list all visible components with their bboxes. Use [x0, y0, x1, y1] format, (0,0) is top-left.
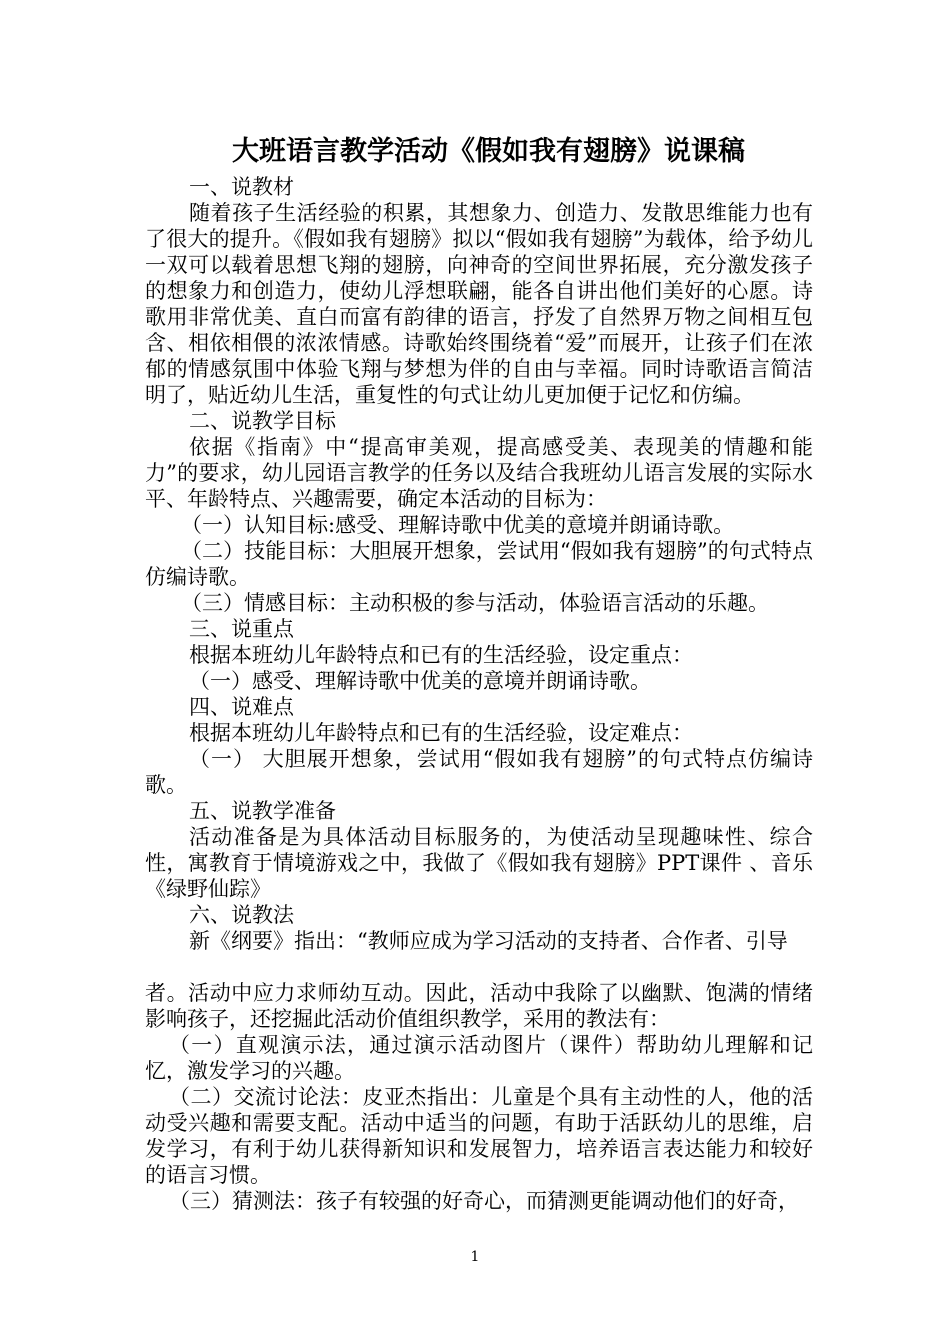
section-heading-preparation: 五、说教学准备	[189, 799, 336, 823]
paragraph-preparation: 活动准备是为具体活动目标服务的，为使活动呈现趣味性、综合性，寓教育于情境游戏之中，我做了《假如我有翅膀》PPT课件 、音乐《绿野仙踪》	[145, 825, 813, 901]
page-number: 1	[470, 1249, 480, 1265]
paragraph-guideline-quote: 新《纲要》指出：“教师应成为学习活动的支持者、合作者、引导	[189, 929, 788, 953]
key-point-item: （一）感受、理解诗歌中优美的意境并朗诵诗歌。	[189, 669, 651, 693]
paragraph-key-points: 根据本班幼儿年龄特点和已有的生活经验，设定重点：	[189, 643, 693, 667]
section-heading-teaching-material: 一、说教材	[189, 175, 294, 199]
paragraph-difficulties: 根据本班幼儿年龄特点和已有的生活经验，设定难点：	[189, 721, 693, 745]
paragraph-guideline-continued: 者。活动中应力求师幼互动。因此，活动中我除了以幽默、饱满的情绪影响孩子，还挖掘此活动价值组织教学，采用的教法有：	[145, 981, 813, 1031]
goal-skill: （二）技能目标：大胆展开想象，尝试用“假如我有翅膀”的句式特点仿编诗歌。	[145, 539, 813, 589]
paragraph-teaching-goals: 依据《指南》中“提高审美观，提高感受美、表现美的情趣和能力”的要求，幼儿园语言教学的任务以及结合我班幼儿语言发展的实际水平、年龄特点、兴趣需要，确定本活动的目标为：	[145, 435, 813, 511]
method-demonstration: （一）直观演示法，通过演示活动图片（课件）帮助幼儿理解和记忆，激发学习的兴趣。	[145, 1033, 813, 1083]
method-guessing: （三）猜测法：孩子有较强的好奇心，而猜测更能调动他们的好奇，	[169, 1189, 799, 1213]
paragraph-teaching-material: 随着孩子生活经验的积累，其想象力、创造力、发散思维能力也有了很大的提升。《假如我有翅膀》拟以“假如我有翅膀”为载体，给予幼儿一双可以载着思想飞翔的翅膀，向神奇的空间世界拓展，充分激发孩子的想象力和创造力，使幼儿浮想联翩，能各自讲出他们美好的心愿。诗歌用非常优美、直白而富有韵律的语言，抒发了自然界万物之间相互包含、相依相偎的浓浓情感。诗歌始终围绕着“爱”而展开，让孩子们在浓郁的情感氛围中体验飞翔与梦想为伴的自由与幸福。同时诗歌语言简洁明了，贴近幼儿生活，重复性的句式让幼儿更加便于记忆和仿编。	[145, 201, 813, 407]
document-body	[145, 174, 813, 1214]
difficulty-item: （一） 大胆展开想象，尝试用“假如我有翅膀”的句式特点仿编诗歌。	[145, 747, 813, 797]
section-heading-difficulties: 四、说难点	[189, 695, 294, 719]
document-title: 大班语言教学活动《假如我有翅膀》说课稿	[232, 136, 745, 167]
goal-emotional: （三）情感目标：主动积极的参与活动，体验语言活动的乐趣。	[181, 591, 769, 615]
section-heading-teaching-goals: 二、说教学目标	[189, 409, 336, 433]
goal-cognitive: （一）认知目标:感受、理解诗歌中优美的意境并朗诵诗歌。	[181, 513, 735, 537]
method-discussion: （二）交流讨论法：皮亚杰指出：儿童是个具有主动性的人，他的活动受兴趣和需要支配。活动中适当的问题，有助于活跃幼儿的思维，启发学习，有利于幼儿获得新知识和发展智力，培养语言表达能力和较好的语言习惯。	[145, 1085, 813, 1187]
section-heading-teaching-methods: 六、说教法	[189, 903, 294, 927]
section-heading-key-points: 三、说重点	[189, 617, 294, 641]
